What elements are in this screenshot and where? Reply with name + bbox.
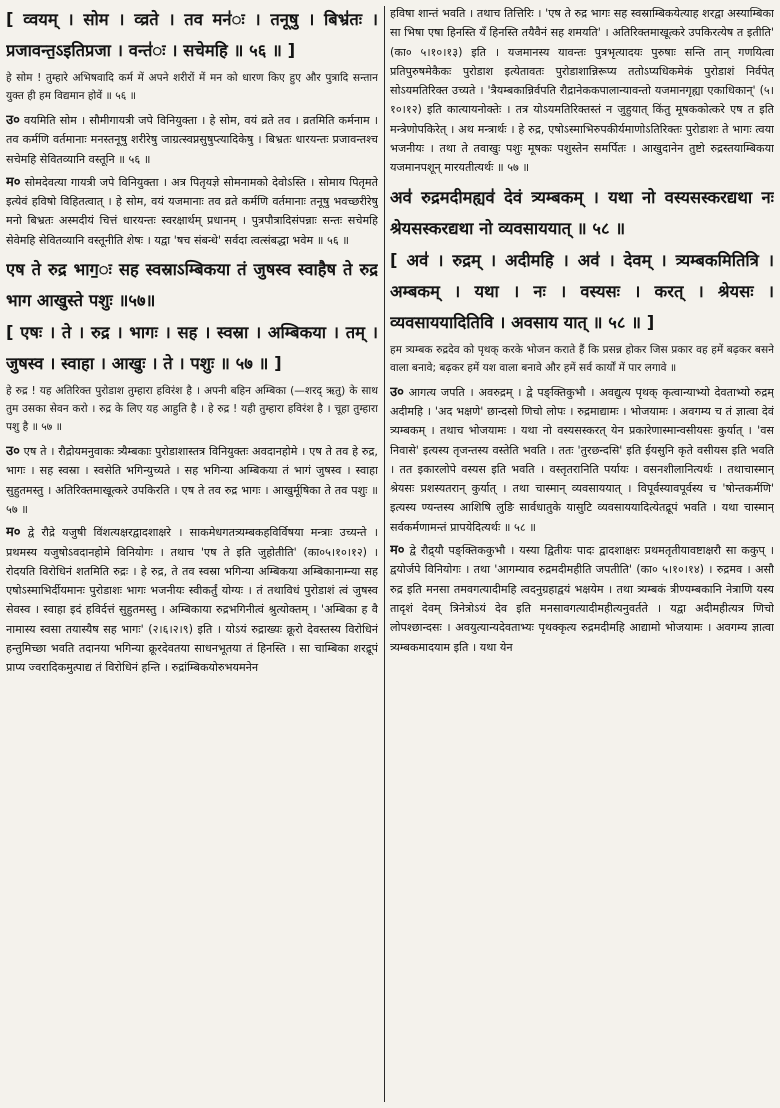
verse-56-hindi-translation: हे सोम ! तुम्हारे अभिषवादि कर्म में अपने शरीरों में मन को धारण किए हुए और पुत्रादि सन्तान युक्त ही हम विद्यमान होवें ॥ ५६ ॥ [6, 72, 378, 102]
uvata-text: वयमिति सोम । सौमीगायत्री जपे विनियुक्ता । हे सोम, वयं व्रते तव । व्रतमिति कर्मनाम । तव कर्मणि वर्तमानाः मनस्तनूषु शरीरेषु जाग्रत्स्वप्नसुषुप्त्यादिकेषु । बिभ्रतः धारयन्तः प्रजावन्तश्च सचेमहि सेवितव्यानि वस्तूनि ॥ ५६ ॥ [6, 114, 378, 166]
mahidhara-label: म० [6, 525, 21, 541]
mahidhara-text: द्वे रौद्रे यजुषी विंशत्यक्षरद्वादशाक्षरे । साकमेधगतत्र्यम्बकहविर्विषया मन्त्राः उच्यन्ते । प्रथमस्य यजुषोऽवदानहोमे विनियोगः । तथाच 'एष ते इति जुहोतीति' (का०५।१०।१२) । रोदयति विरोधिनं शतमिति रुद्रः । हे रुद्र, ते तव स्वस्रा भगिन्या अम्बिकया अम्बिकानाम्न्या सह एषोऽस्माभिर्दीयमानः पुरोडाशः भागः भजनीयः स्वीकर्तुं योग्यः । तं तथाविधं पुरोडाशं त्वं जुषस्व सेवस्व । स्वाहा इदं हविर्दत्तं सुहुतमस्तु । अम्बिकाया रुद्रभगिनीत्वं श्रुत्योक्तम् । 'अम्बिका ह वै नामास्य स्वसा तयास्यैष सह भागः' (२।६।२।९) इति । योऽयं रुद्राख्यः क्रूरो देवस्तस्य विरोधिनं हन्तुमिच्छा भवति तदानया भगिन्या क्रूरदेवतया साधनभूतया तं हिनस्ति । सा चाम्बिका शरद्रूपं प्राप्य ज्वरादिकमुत्पाद्य तं विरोधिनं हन्ति । रुद्रांम्बिकयोरुभयमनेन [6, 526, 378, 675]
mahidhara-commentary-56 [6, 173, 378, 250]
uvata-label: उ० [390, 384, 404, 400]
verse-58-samhita: अव॑ रुद्रमदीमह्यव॑ देवं त्र्यम्बकम् । यथा नो वस्यसस्करद्यथा नः श्रेयसस्करद्यथा नो व्यवसाययात् ॥ ५८ ॥ [390, 187, 774, 238]
right-column [390, 4, 774, 1104]
uvata-commentary-58 [390, 383, 774, 537]
uvata-commentary-56 [6, 111, 378, 169]
uvata-label: उ० [6, 444, 20, 460]
mahidhara-commentary-57 [6, 523, 378, 677]
left-column [6, 4, 378, 1104]
uvata-commentary-57 [6, 442, 378, 519]
verse-58-padapatha: [ अव॑ । रुद्रम् । अदीमहि । अव॑ । देवम् । त्र्यम्बकमितित्रि । अम्बकम् । यथा । नः । वस्यसः । करत् । श्रेयसः । व्यवसाययादितिवि । अवसाय यात् ॥ ५८ ॥ ] [390, 250, 774, 332]
verse-57-samhita: एष ते रुद्र भाग॒ः सह स्वस्राऽम्बिकया तं जुषस्व स्वाहैष ते रुद्र भाग आखुस्ते पशुः ॥५७॥ [6, 260, 378, 311]
mahidhara-label: म० [390, 543, 405, 559]
verse-58-hindi-translation: हम त्र्यम्बक रुद्रदेव को पृथक् करके भोजन कराते हैं कि प्रसन्न होकर जिस प्रकार वह हमें बढ़कर बसने वाला बनावे; बढ़कर हमें यश वाला बनावे और हमें सर्व कार्यों में पार लगावे ॥ [390, 343, 774, 374]
verse-56-padapatha: [ व्वयम् । सोम । व्व्रते । तव मन॑ः । तनूषु । बिभ्र॑तः । प्रजावन्त॒ऽइतिप्रजा । वन्त॑ः । सचेमहि ॥ ५६ ॥ ] [6, 10, 378, 60]
mahidhara-text: सोमदेवत्या गायत्री जपे विनियुक्ता । अत्र पितृयज्ञे सोमनामको देवोऽस्ति । सोमाय पितृमते इत्येवं हविषो विहितत्वात् । हे सोम, वयं यजमानाः तव व्रते कर्मणि वर्तमानाः तनूषु भवच्छरीरेषु मनो बिभ्रतः अस्मदीयं चित्तं धारयन्तः स्वरक्षार्थम् प्रधानम् । पुत्रपौत्रादिसंपन्नाः सन्तः सचेमहि सेवेमहि सेवितव्यानि वस्तूनीति शेषः । यद्वा 'षच संबन्धे' सर्वदा त्वत्संबद्धा भवेम ॥ ५६ ॥ [6, 175, 378, 247]
mahidhara-commentary-58 [390, 541, 774, 657]
verse-57-hindi-translation: हे रुद्र ! यह अतिरिक्त पुरोडाश तुम्हारा हविरंश है । अपनी बहिन अम्बिका (—शरद् ऋतु) के साथ तुम उसका सेवन करो । रुद्र के लिए यह आहुति है । हे रुद्र ! यही तुम्हारा हविरंश है । चूहा तुम्हारा पशु है ॥ ५७ ॥ [6, 385, 378, 434]
uvata-label: उ० [6, 113, 20, 128]
verse-57-padapatha: [ एषः । ते । रुद्र । भागः । सह । स्वस्रा । अम्बिकया । तम् । जुषस्व । स्वाहा । आखुः । ते । पशुः ॥ ५७ ॥ ] [6, 323, 378, 374]
mahidhara-label: म० [6, 174, 21, 190]
mahidhara-text: द्वे रौद्र्यौ पङ्क्तिककुभौ । यस्या द्वितीयः पादः द्वादशाक्षरः प्रथमतृतीयावष्टाक्षरौ सा ककुप् । द्वयोर्जपे विनियोगः । तथा 'आगम्याव रुद्रमदीमहीति जपतीति' (का० ५।१०।१४) । रुद्रमव । असौ रुद्र इति मनसा तमवगत्यादीमहि त्वदनुग्रहाद्वयं भक्षयेम । तथा त्र्यम्बकं त्रीण्यम्बकानि नेत्राणि यस्य तादृशं देवम् त्रिनेत्रोऽयं देव इति मनसावगत्यादीमहीत्यनुवर्तते । यद्वा अदीमहीत्यत्र णिचो लोपश्छान्दसः । अवयुत्यान्यदेवताभ्यः पृथक्कृत्य रुद्रमदीमहि आद्यामो भोजयामः । अवगम्य ज्ञात्वा त्र्यम्बकमादयाम इति । यथा येन [390, 544, 774, 654]
mahidhara-commentary-57-continued: हविषा शान्तं भवति । तथाच तित्तिरिः । 'एष ते रुद्र भागः सह स्वस्राम्बिकयेत्याह शरद्वा अस्याम्बिका सा भिषा एषा हिनस्ति यँ हिनस्ति तयैवैनं सह शमयति' । अतिरिक्तमाखूत्करे उपकिरत्येष त इतीति' (का० ५।१०।१३) इति । यजमानस्य यावन्तः पुत्रभृत्यादयः पुरुषाः सन्ति तान् गणयित्वा प्रतिपुरुषमेकैकः पुरोडाश इत्येतावतः पुरोडाशान्निरूप्य ततोऽप्यधिकमेकं पुरोडाशं निर्वपेत् सोऽयमतिरिक्त उच्यते । 'त्रैयम्बकान्निर्वपति रौद्रानेककपालान्यावन्तो यजमानगृह्या एकाधिकान्' (५।१०।१२) इति कात्यायनोक्तेः । तत्र योऽयमतिरिक्तस्तं न जुहुयात् किंतु मूषककोत्करे एष त इति मन्त्रेणोपकिरेत् । अथ मन्त्रार्थः । हे रुद्र, एषोऽस्माभिरुपकीर्यमाणोऽतिरिक्तः पुरोडाशः ते भागः त्वया भजनीयः । तथा ते तवाखुः पशुः मूषकः पशुस्तेन समर्पितः । आखुदानेन तुष्टो रुद्रस्तयाम्बिकया यजमानपशून् मारयतीत्यर्थः ॥ ५७ ॥ [390, 7, 774, 175]
uvata-text: आगत्य जपति । अवरुद्रम् । द्वे पङ्क्तिकुभौ । अवद्युत्य पृथक् कृत्वान्याभ्यो देवताभ्यो रुद्रम् अदीमहि । 'अद भक्षणे' छान्दसो णिचो लोपः । रुद्रमाद्यामः । भोजयामः । अवगम्य च तं ज्ञात्वा देवं त्र्यम्बकम् । तथाच भोजयामः । यथा नो वस्यसस्करत् येन प्रकारेणास्मान्वसीयसः कुर्यात् । 'वस निवासे' इत्यस्य तृजन्तस्य वस्तेति भवति । ततः 'तुरछन्दसि' इति ईयसुनि कृते वसीयस इति भवति । तत इकारलोपे वस्यस इति भवति । वस्तृतरानिति पर्यायः । वसनशीलानित्यर्थः । तथाचास्मान् श्रेयसः प्रशस्यतरान् कुर्यात् । तथा चास्मान् व्यवसाययात् । विपूर्वस्यावपूर्वस्य च 'षोन्तकर्मणि' इत्यस्य ण्यन्तस्य आशिषि लुङि सार्वधातुके यासुटि व्यवसाययादित्येतद्रूपं भवति । यथा चास्मान् सर्वकर्मणामन्तं प्रापयेदित्यर्थः ॥ ५८ ॥ [390, 385, 774, 534]
column-divider [384, 6, 385, 1102]
uvata-text: एष ते । रौद्रोयमनुवाकः त्र्यैम्बकाः पुरोडाशास्तत्र विनियुक्तः अवदानहोमे । एष ते तव हे रुद्र, भागः । सह स्वस्रा । स्वसेति भगिन्युच्यते । सह भगिन्या अम्बिकया तं भागं जुषस्व । स्वाहा सुहुतमस्तु । अतिरिक्तमाखूत्करे उपकिरति । एष ते तव रुद्र भागः । आखुर्मूषिका ते तव पशुः ॥ ५७ ॥ [6, 445, 378, 516]
